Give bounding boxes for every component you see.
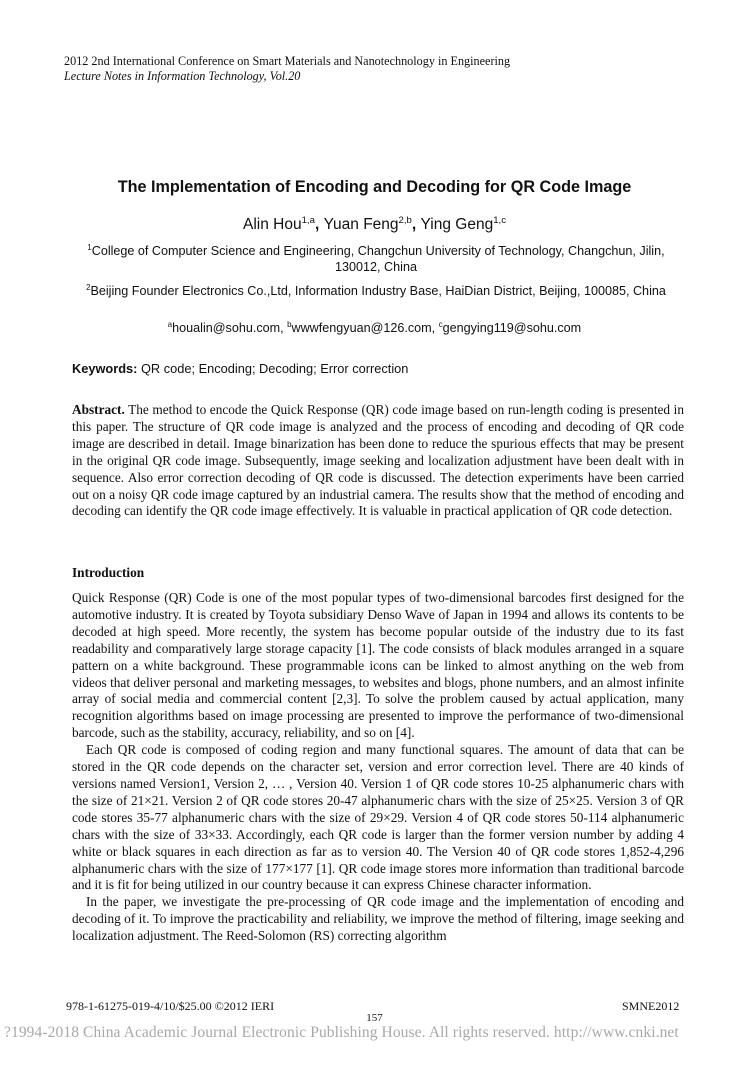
paragraph-text: In the paper, we investigate the pre-processing of QR code image and the implementation of encoding and decoding of it. To improve the practicability and reliability, we improve the method of filtering, image seeking and localization adjustment. The Reed-Solomon (RS) correcting algorithm bbox=[72, 894, 684, 944]
author-list: Alin Hou$^{1,a}$, Yuan Feng$^{2,b}$, Ying Geng$^{1,c}$ bbox=[243, 214, 506, 233]
conference-header bbox=[64, 54, 510, 84]
paragraph: Quick Response (QR) Code is one of the most popular types of two-dimensional barcodes first designed for the automotive industry. It is created by Toyota subsidiary Denso Wave of Japan in 1994 and allows its contents to be decoded at high speed. More recently, the system has become popular outside of the industry due to its fast readability and comparatively large storage capacity [1]. The code consists of black modules arranged in a square pattern on a white background. These programmable icons can be linked to almost anything on the web from videos that deliver personal and marketing messages, to websites and blogs, phone numbers, and an almost infinite array of social media and commercial content [2,3]. To solve the problem caused by actual application, many recognition algorithms based on image processing are presented to improve the performance of two-dimensional barcode, such as the stability, accuracy, reliability, and so on [4]. bbox=[72, 590, 684, 741]
author-name: Ying Geng bbox=[420, 216, 494, 233]
author-sup: 1,a bbox=[301, 214, 315, 226]
email-list bbox=[0, 321, 749, 335]
author-name: Alin Hou bbox=[243, 216, 302, 233]
introduction-body bbox=[72, 590, 684, 945]
affiliation-text: Beijing Founder Electronics Co.,Ltd, Information Industry Base, HaiDian District, Beijing, 100085, China bbox=[90, 284, 666, 298]
paragraph bbox=[72, 742, 684, 894]
email-sup: c bbox=[438, 319, 443, 329]
page-number: 157 bbox=[366, 1012, 383, 1024]
email-link[interactable]: gengying119@sohu.com bbox=[442, 321, 582, 335]
keywords-text: QR code; Encoding; Decoding; Error correction bbox=[137, 361, 409, 376]
keywords bbox=[72, 361, 408, 376]
abstract-label: Abstract. bbox=[72, 402, 125, 417]
conference-name: 2012 2nd International Conference on Smart Materials and Nanotechnology in Engineering bbox=[64, 54, 511, 68]
paragraph-text: Each QR code is composed of coding region and many functional squares. The amount of data that can be stored in the QR code depends on the character set, version and error correction level. There are 40 kinds of versions named Version1, Version 2, … , Version 40. Version 1 of QR code stores 10-25 alphanumeric chars with the size of 21×21. Version 2 of QR code stores 20-47 alphanumeric chars with the size of 25×25. Version 3 of QR code stores 35-77 alphanumeric chars with the size of 29×29. Version 4 of QR code stores 50-114 alphanumeric chars with the size of 33×33. Accordingly, each QR code is larger than the former version number by adding 4 white or black squares in each direction as far as to version 40. The Version 40 of QR code stores 1,852-4,296 alphanumeric chars with the size of 177×177 [1]. QR code image stores more information than traditional barcode and it is fit for being utilized in our country because it can express Chinese character information. bbox=[72, 742, 684, 893]
footer-conference-code: SMNE2012 bbox=[622, 999, 680, 1013]
email-sup: a bbox=[167, 319, 173, 329]
author-name: Yuan Feng bbox=[323, 216, 399, 233]
abstract bbox=[72, 402, 684, 520]
author-sup: 1,c bbox=[493, 214, 506, 226]
footer-isbn: 978-1-61275-019-4/10/$25.00 ©2012 IERI bbox=[66, 999, 275, 1013]
paper-title: The Implementation of Encoding and Decoding for QR Code Image bbox=[117, 178, 632, 196]
paragraph bbox=[72, 894, 684, 945]
keywords-label: Keywords: bbox=[72, 361, 138, 376]
series-name: Lecture Notes in Information Technology, Vol.20 bbox=[64, 69, 301, 83]
watermark: ?1994-2018 China Academic Journal Electronic Publishing House. All rights reserved. http://www.cnki.net bbox=[4, 1024, 679, 1041]
affiliation-sup: 1 bbox=[87, 242, 92, 252]
section-heading-introduction: Introduction bbox=[72, 565, 145, 580]
email-sup: b bbox=[287, 319, 292, 329]
affiliation-sup: 2 bbox=[86, 282, 91, 292]
affiliation-text: College of Computer Science and Engineering, Changchun University of Technology, Changchun, Jilin, 130012, China bbox=[91, 244, 665, 274]
abstract-text: The method to encode the Quick Response (QR) code image based on run-length coding is presented in this paper. The structure of QR code image is analyzed and the process of encoding and decoding of QR code image are described in detail. Image binarization has been done to reduce the spurious effects that may be present in the original QR code image. Subsequently, image seeking and localization adjustment have been dealt with in sequence. Also error correction decoding of QR code is discussed. The detection experiments have been carried out on a noisy QR code image captured by an industrial camera. The results show that the method of encoding and decoding can identify the QR code image effectively. It is valuable in practical application of QR code detection. bbox=[72, 402, 684, 519]
affiliation-1 bbox=[70, 243, 682, 275]
affiliation-2 bbox=[70, 283, 682, 299]
author-sup: 2,b bbox=[398, 214, 412, 226]
email-link[interactable]: wwwfengyuan@126.com, bbox=[291, 321, 439, 335]
email-link[interactable]: houalin@sohu.com, bbox=[172, 321, 288, 335]
